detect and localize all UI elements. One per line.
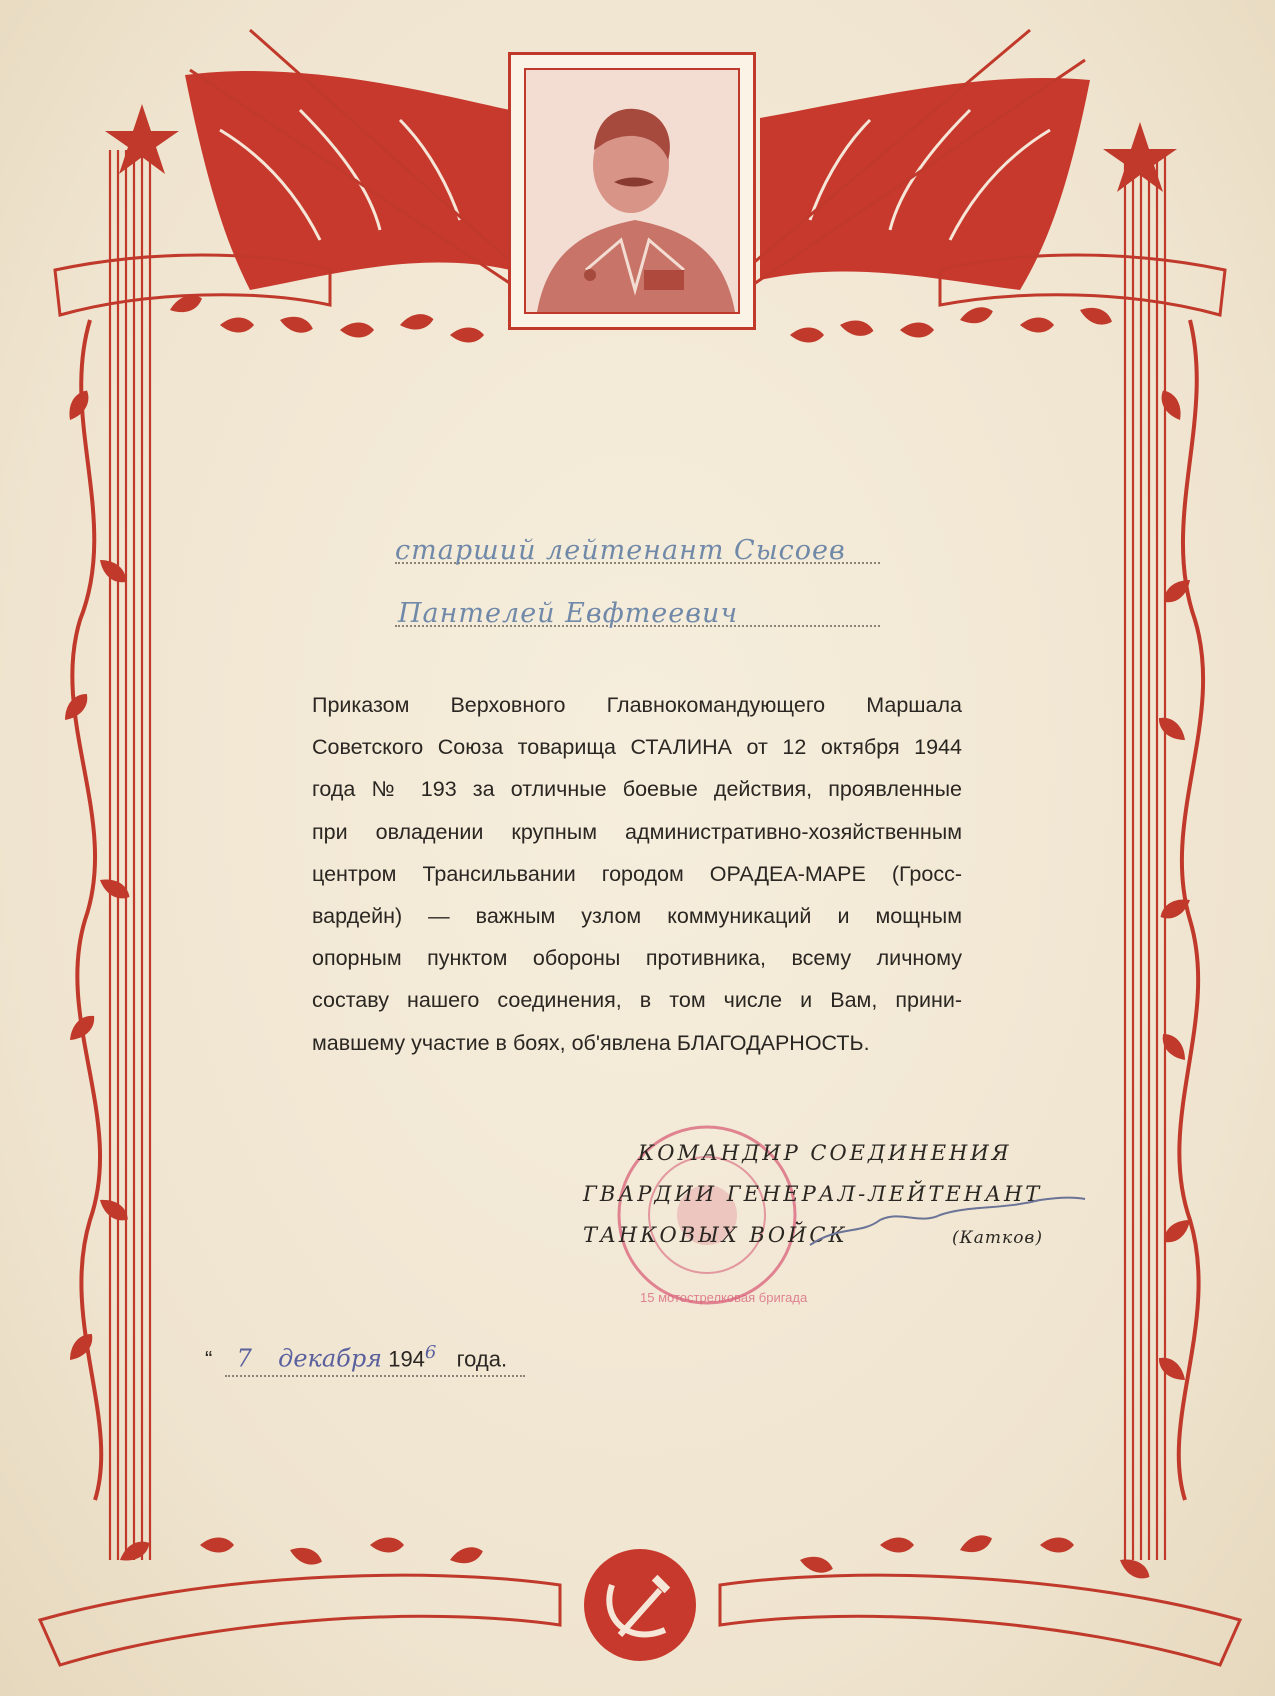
- order-text-line: центром Трансильвании городом ОРАДЕА-МАРЕ (Гросс-: [312, 861, 962, 886]
- stamp-text: 15 мотострелковая бригада: [640, 1290, 808, 1305]
- portrait-image: [524, 68, 740, 314]
- order-text-line: при овладении крупным административно-хозяйственным: [312, 819, 962, 844]
- date-year-suffix: 6: [424, 1342, 437, 1363]
- handwritten-signature: [800, 1185, 1090, 1265]
- order-text-line: Приказом Верховного Главнокомандующего Маршала: [312, 693, 962, 717]
- date-year-prefix: 194: [388, 1346, 425, 1372]
- signature-line-2: ГВАРДИИ ГЕНЕРАЛ-ЛЕЙТЕНАНТ: [583, 1182, 1043, 1206]
- date-open-quote: “: [205, 1346, 213, 1372]
- order-text-line: составу нашего соединения, в том числе и Вам, прини-: [312, 988, 962, 1013]
- order-text-line: года № 193 за отличные боевые действия, проявленные: [312, 777, 962, 802]
- order-text-line: мавшему участие в боях, об'явлена БЛАГОДАРНОСТЬ.: [312, 1030, 870, 1055]
- signature-line-1: КОМАНДИР СОЕДИНЕНИЯ: [638, 1141, 1012, 1165]
- date-underline: [225, 1375, 525, 1377]
- date-day: 7: [236, 1344, 252, 1373]
- signature-line-3: ТАНКОВЫХ ВОЙСК: [583, 1223, 848, 1247]
- recipient-name-patronymic: Пантелей Евфтеевич: [398, 598, 739, 629]
- order-text-line: опорным пунктом обороны противника, всему личному: [312, 946, 962, 971]
- order-text: [312, 684, 962, 1064]
- portrait-frame: [508, 52, 756, 330]
- order-text-line: Советского Союза товарища СТАЛИНА от 12 октября 1944: [312, 735, 962, 760]
- recipient-rank-surname: старший лейтенант Сысоев: [395, 535, 846, 566]
- date-suffix: года.: [456, 1346, 508, 1372]
- hammer-sickle-icon: [584, 1549, 696, 1661]
- order-text-line: вардейн) — важным узлом коммуникаций и мощным: [312, 904, 962, 929]
- signature-name: (Катков): [952, 1228, 1043, 1248]
- date-month: декабря: [278, 1344, 383, 1373]
